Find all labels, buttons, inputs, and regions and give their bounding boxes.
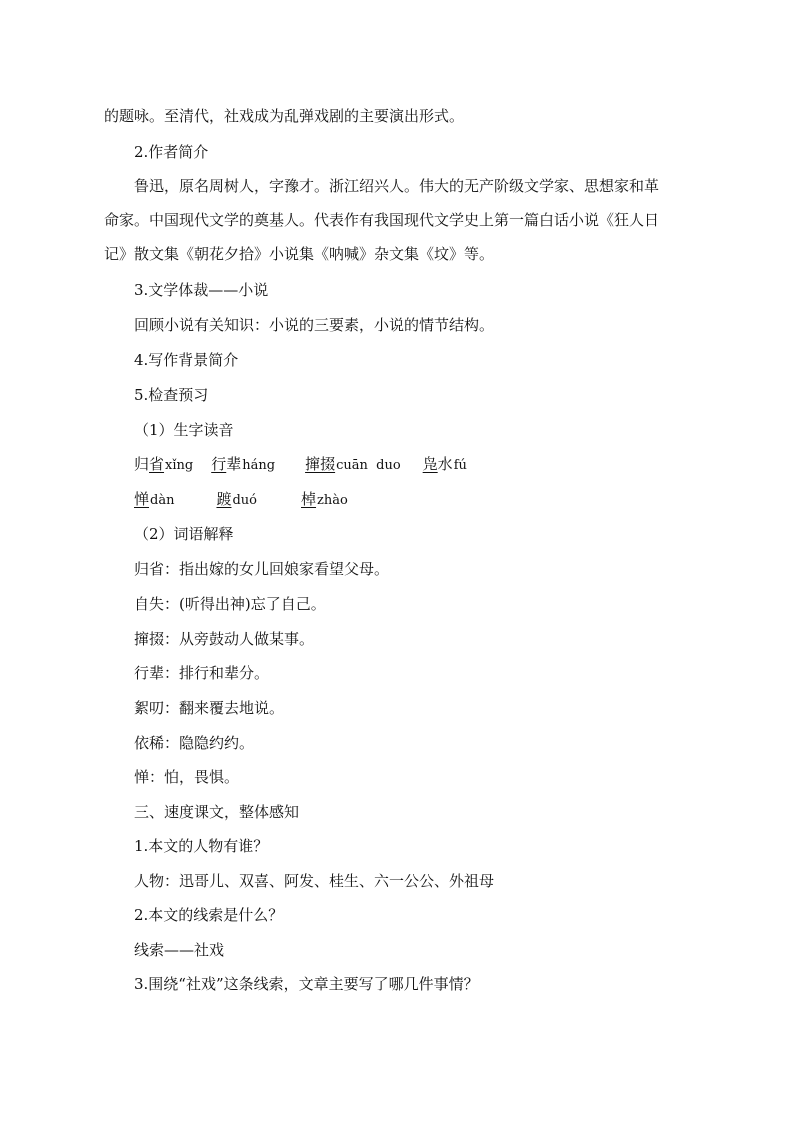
paragraph-line: 命家。中国现代文学的奠基人。代表作有我国现代文学史上第一篇白话小说《狂人日 — [104, 211, 660, 229]
question-line: 2.本文的线索是什么？ — [134, 906, 284, 924]
pinyin-text: dàn — [150, 493, 175, 508]
pinyin-text: xǐng — [165, 458, 194, 473]
section-heading: 4.写作背景简介 — [134, 351, 239, 369]
pinyin-text: cuān duo — [336, 458, 401, 473]
underlined-char: 凫 — [422, 455, 438, 473]
item-suffix: 辈 — [226, 455, 242, 473]
definition-line: 依稀：隐隐约约。 — [134, 734, 255, 752]
definition-line: 撺掇：从旁鼓动人做某事。 — [134, 630, 315, 648]
pinyin-text: háng — [242, 458, 276, 473]
sub-heading: （2）词语解释 — [134, 525, 234, 543]
underlined-char: 撺掇 — [305, 455, 336, 473]
underlined-char: 省 — [149, 455, 165, 473]
pinyin-row — [134, 454, 467, 476]
underlined-char: 惮 — [134, 490, 150, 508]
paragraph-line: 的题咏。至清代，社戏成为乱弹戏剧的主要演出形式。 — [104, 107, 465, 125]
underlined-char: 棹 — [301, 490, 317, 508]
section-heading: 5.检查预习 — [134, 386, 209, 404]
pinyin-row — [134, 489, 348, 511]
item-suffix: 水 — [437, 455, 453, 473]
answer-line: 人物：迅哥儿、双喜、阿发、桂生、六一公公、外祖母 — [134, 872, 495, 890]
definition-line: 归省：指出嫁的女儿回娘家看望父母。 — [134, 560, 390, 578]
underlined-char: 行 — [211, 455, 227, 473]
pinyin-item — [216, 490, 257, 508]
pinyin-text: duó — [232, 493, 258, 508]
section-heading: 3.文学体裁——小说 — [134, 281, 269, 299]
definition-line: 絮叨：翻来覆去地说。 — [134, 699, 285, 717]
pinyin-item — [301, 490, 348, 508]
question-line: 3.围绕“社戏”这条线索，文章主要写了哪几件事情？ — [134, 975, 479, 993]
section-heading: 三、速度课文，整体感知 — [134, 803, 300, 821]
underlined-char: 踱 — [216, 490, 232, 508]
pinyin-item — [423, 455, 467, 473]
answer-line: 线索——社戏 — [134, 941, 225, 959]
definition-line: 惮：怕，畏惧。 — [134, 768, 240, 786]
paragraph-line: 记》散文集《朝花夕拾》小说集《呐喊》杂文集《坟》等。 — [104, 245, 495, 263]
paragraph-line: 回顾小说有关知识：小说的三要素，小说的情节结构。 — [134, 316, 495, 334]
pinyin-item — [211, 455, 275, 473]
definition-line: 自失：(听得出神)忘了自己。 — [134, 595, 326, 613]
paragraph-line: 鲁迅，原名周树人，字豫才。浙江绍兴人。伟大的无产阶级文学家、思想家和革 — [134, 177, 660, 195]
pinyin-text: zhào — [317, 493, 348, 508]
sub-heading: （1）生字读音 — [134, 421, 234, 439]
pinyin-item — [305, 455, 401, 473]
pinyin-text: fú — [453, 458, 467, 473]
definition-line: 行辈：排行和辈分。 — [134, 664, 270, 682]
pinyin-item — [134, 455, 193, 473]
question-line: 1.本文的人物有谁？ — [134, 837, 269, 855]
pinyin-item — [134, 490, 174, 508]
item-prefix: 归 — [134, 455, 150, 473]
section-heading: 2.作者简介 — [134, 143, 209, 161]
